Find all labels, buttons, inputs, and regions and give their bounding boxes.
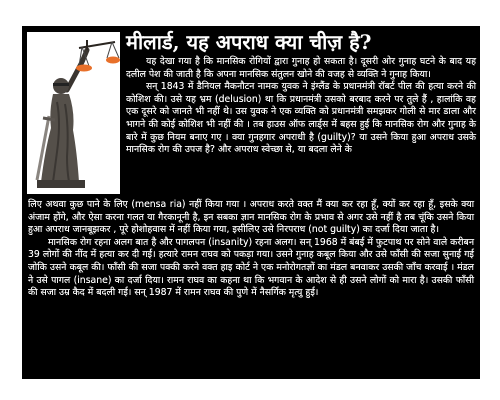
paragraph-1: यह देखा गया है कि मानसिक रोगियों द्वारा गुनाह हो सकता है। दूसरी ओर गुनाह घटने के बाद यह दलील पेश की जाती है कि अपना मानसिक संतुलन खोने की वजह से व्यक्ति ने गुनाह किया। bbox=[126, 56, 476, 80]
article-intro bbox=[126, 56, 476, 157]
article-body bbox=[28, 199, 474, 300]
paragraph-3: मानसिक रोग रहना अलग बात है और पागलपन (insanity) रहना अलग। सन् 1968 में बंबई में फुटपाथ पर सोने वाले करीबन 39 लोगों की नींद में हत्या कर दी गई। हत्यारे रामन राघव को पकड़ा गया। उसने गुनाह कबूल किया और उसे फाँसी की सजा सुनाई गई जोकि उसने कबूल की। फाँसी की सजा पक्की करने वक्त हाइ कोर्ट ने एक मनोरोगतज्ञों का मंडल बनवाकर उसकी जाँच करवाई । मंडल ने उसे पागल (insane) का दर्जा दिया। रामन राघव का कहना था कि भगवान के आदेश से ही उसने लोगों को मारा है। उसकी फाँसी की सजा उम्र कैद में बदली गई। सन् 1987 में रामन राघव की पुणे में नैसर्गिक मृत्यु हुई। bbox=[28, 236, 474, 299]
lady-justice-image bbox=[27, 32, 120, 194]
paragraph-2-part-2: लिए अथवा कुछ पाने के लिए (mensa ria) नहीं किया गया । अपराध करते वक्त मैं क्या कर रहा हूँ, क्यों कर रहा हूँ, इसके क्या अंजाम होंगे, और ऐसा करना गलत या गैरकानूनी है, इन सबका ज्ञान मानसिक रोग के प्रभाव से अगर उसे नहीं है तब चूंकि उसने किया हुआ अपराध जानबूझकर , पूरे होशोहवास में नहीं किया गया, इसीलिए उसे निरपराध (not guilty) का दर्जा दिया जाता है। bbox=[28, 199, 474, 236]
article-title: मीलार्ड, यह अपराध क्या चीज़ है? bbox=[126, 30, 372, 54]
article-panel bbox=[22, 26, 480, 379]
lady-justice-icon bbox=[27, 32, 120, 194]
paragraph-2-part-1: सन् 1843 में डैनियल मैकनौटन नामक युवक ने इंग्लैंड के प्रधानमंत्री रॉबर्ट पील की हत्या करने की कोशिश की। उसे यह भ्रम (delusion) था कि प्रधानमंत्री उसको बरबाद करने पर तुले हैं , हालांकि वह एक दूसरे को जानते भी नहीं थे। उस युवक ने एक व्यक्ति को प्रधानमंत्री समझकर गोली से मार डाला और भागने की कोई कोशिश भी नहीं की । तब हाउस ऑफ लार्ड्स में बहस हुई कि मानसिक रोग और गुनाह के बारे में कुछ नियम बनाए गए । क्या गुनहगार अपराधी है (guilty)? या उसने किया हुआ अपराध उसके मानसिक रोग की उपज है? और अपराध स्वेच्छा से, या बदला लेने के bbox=[126, 81, 476, 156]
